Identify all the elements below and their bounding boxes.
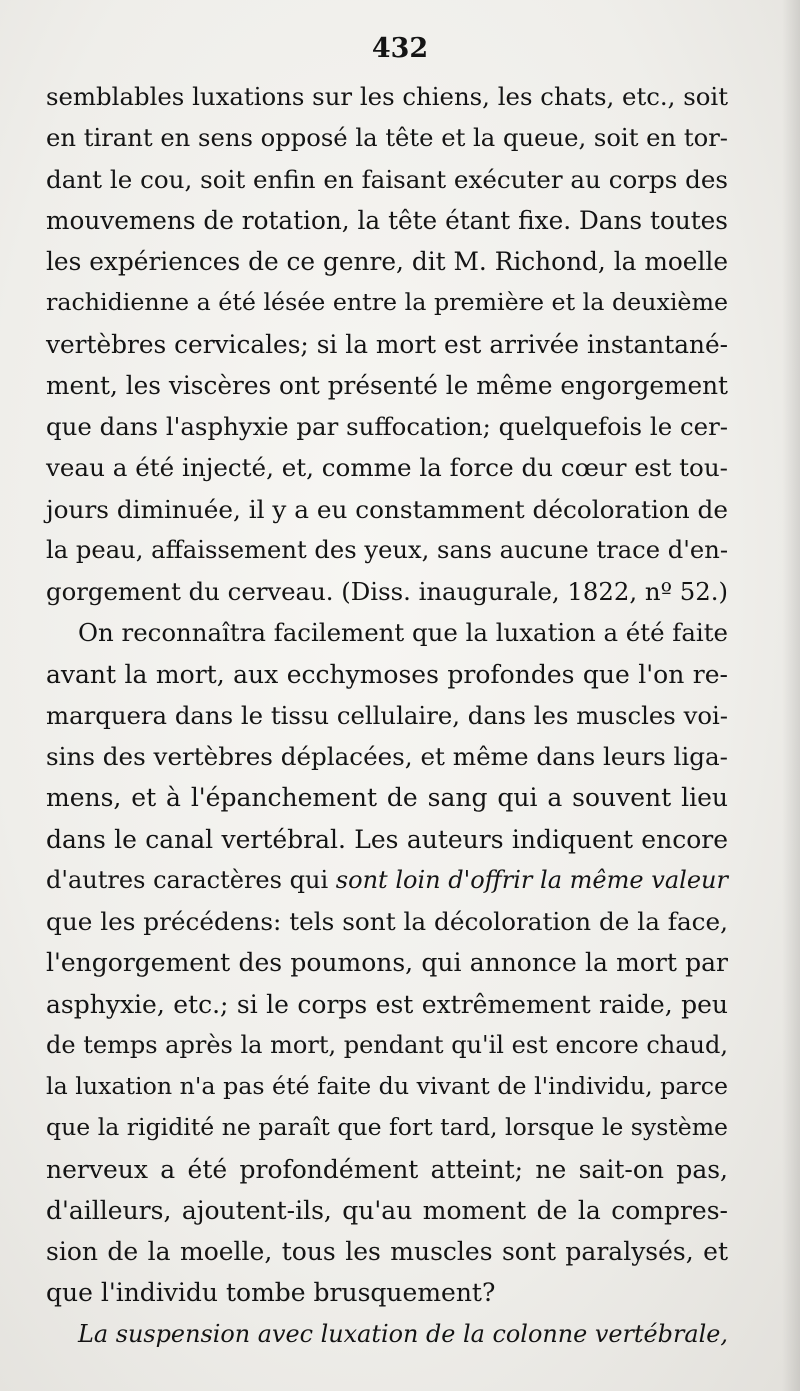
page-edge-shadow (782, 0, 800, 1391)
italic-text-run: sont loin d'offrir la même valeur (335, 865, 728, 894)
text-run: rachidienne a été lésée entre la première et la deuxième (46, 288, 728, 317)
text-line (46, 241, 728, 282)
text-line (46, 736, 728, 777)
text-line (46, 1025, 728, 1066)
text-run: asphyxie, etc.; si le corps est extrêmement raide, peu (46, 989, 728, 1019)
text-line (46, 942, 728, 983)
text-run: marquera dans le tissu cellulaire, dans les muscles voi- (46, 700, 728, 730)
text-run: vertèbres cervicales; si la mort est arrivée instantané- (46, 329, 728, 359)
text-run: que la rigidité ne paraît que fort tard, lorsque le système (46, 1113, 728, 1142)
text-line (46, 1107, 728, 1148)
text-run: mouvemens de rotation, la tête étant fixe. Dans toutes (46, 205, 728, 235)
text-line (46, 1314, 728, 1355)
italic-text-run: La suspension avec luxation de la colonne vertébrale, (78, 1319, 728, 1348)
text-line (46, 901, 728, 942)
text-run: gorgement du cerveau. (Diss. inaugurale, 1822, nº 52.) (46, 577, 729, 606)
text-run: que l'individu tombe brusquement? (46, 1278, 496, 1308)
text-run: veau a été injecté, et, comme la force du cœur est tou- (46, 453, 728, 483)
text-run: sins des vertèbres déplacées, et même dans leurs liga- (46, 742, 728, 771)
text-line (46, 365, 728, 406)
text-line (46, 1149, 728, 1190)
text-run: sion de la moelle, tous les muscles sont paralysés, et (46, 1237, 728, 1266)
text-run: ment, les viscères ont présenté le même engorgement (46, 370, 728, 400)
text-line (46, 530, 728, 571)
text-line (46, 571, 728, 612)
text-line (46, 860, 728, 901)
text-run: d'ailleurs, ajoutent-ils, qu'au moment de la compres- (46, 1195, 728, 1225)
text-line (46, 1272, 728, 1313)
text-line (46, 1231, 728, 1272)
text-line (46, 612, 728, 653)
text-line (46, 695, 728, 736)
text-run: On reconnaîtra facilement que la luxation a été faite (78, 618, 728, 648)
text-line (46, 654, 728, 695)
text-line (46, 406, 728, 447)
text-line (46, 984, 728, 1025)
text-line (46, 777, 728, 818)
text-run: la peau, affaissement des yeux, sans aucune trace d'en- (46, 535, 728, 564)
text-line (46, 819, 728, 860)
text-run: nerveux a été profondément atteint; ne sait-on pas, (46, 1154, 728, 1184)
text-run: de temps après la mort, pendant qu'il est encore chaud, (46, 1030, 728, 1059)
text-line (46, 447, 728, 488)
text-run: d'autres caractères qui (46, 865, 336, 894)
text-line (46, 282, 728, 323)
text-run: dant le cou, soit enfin en faisant exécuter au corps des (46, 164, 728, 194)
text-run: en tirant en sens opposé la tête et la queue, soit en tor- (46, 123, 728, 153)
page-number: 432 (371, 33, 429, 64)
text-run: les expériences de ce genre, dit M. Richond, la moelle (46, 247, 728, 276)
text-run: l'engorgement des poumons, qui annonce la mort par (46, 948, 728, 978)
text-line (46, 200, 728, 241)
text-run: que dans l'asphyxie par suffocation; quelquefois le cer- (46, 412, 728, 441)
text-line (46, 1190, 728, 1231)
text-line (46, 324, 728, 365)
text-line (46, 76, 728, 117)
text-run: avant la mort, aux ecchymoses profondes que l'on re- (46, 659, 728, 689)
text-run: la luxation n'a pas été faite du vivant de l'individu, parce (46, 1072, 728, 1100)
body-text (46, 76, 728, 1355)
text-line (46, 117, 728, 158)
text-run: dans le canal vertébral. Les auteurs indiquent encore (46, 824, 728, 854)
text-run: semblables luxations sur les chiens, les chats, etc., soit (46, 82, 728, 111)
text-run: que les précédens: tels sont la décoloration de la face, (46, 907, 728, 936)
text-line (46, 159, 728, 200)
text-run: jours diminuée, il y a eu constamment décoloration de (46, 494, 728, 524)
text-line (46, 489, 728, 530)
text-run: mens, et à l'épanchement de sang qui a souvent lieu (46, 783, 728, 813)
text-line (46, 1066, 728, 1107)
